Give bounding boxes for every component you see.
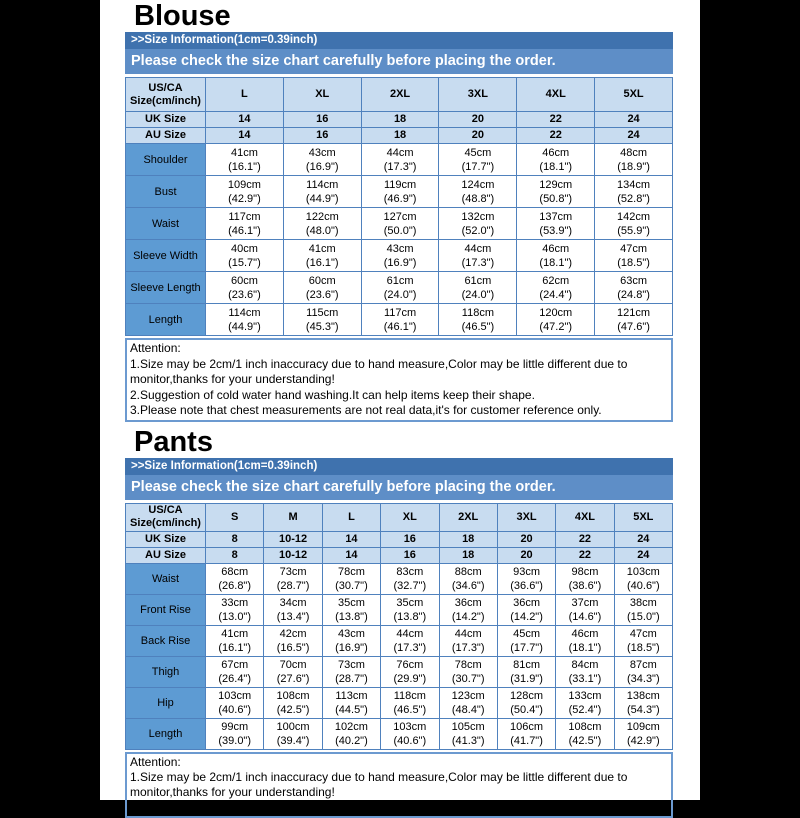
size-row-value: 20: [439, 112, 517, 128]
measure-value-cell: 62cm (24.4"): [517, 272, 595, 304]
measure-value-cell: 108cm (42.5"): [556, 718, 614, 749]
size-row-value: 18: [439, 547, 497, 563]
measure-value-cell: 93cm (36.6"): [497, 563, 555, 594]
measure-value-cell: 127cm (50.0"): [361, 208, 439, 240]
size-row-label: UK Size: [126, 531, 206, 547]
attention-line: 1.Size may be 2cm/1 inch inaccuracy due to hand measure,Color may be little different due to monitor,thanks for your understanding!: [130, 356, 628, 386]
size-row-label: UK Size: [126, 112, 206, 128]
measure-row: [126, 272, 673, 304]
measure-value-cell: 78cm (30.7"): [439, 656, 497, 687]
measure-value-cell: 114cm (44.9"): [283, 176, 361, 208]
measure-row: [126, 594, 673, 625]
measure-value-cell: 133cm (52.4"): [556, 687, 614, 718]
uk-size-row: [126, 112, 673, 128]
measure-value-cell: 88cm (34.6"): [439, 563, 497, 594]
uk-size-row: [126, 531, 673, 547]
size-row-value: 18: [361, 112, 439, 128]
au-size-row: [126, 128, 673, 144]
measure-label-cell: Back Rise: [126, 625, 206, 656]
measure-value-cell: 36cm (14.2"): [497, 594, 555, 625]
measure-value-cell: 118cm (46.5"): [439, 304, 517, 336]
pants-size-table: [125, 503, 673, 750]
measure-value-cell: 73cm (28.7"): [322, 656, 380, 687]
measure-value-cell: 33cm (13.0"): [206, 594, 264, 625]
measure-value-cell: 108cm (42.5"): [264, 687, 322, 718]
measure-value-cell: 134cm (52.8"): [595, 176, 673, 208]
size-row-value: 18: [439, 531, 497, 547]
size-row-value: 16: [283, 112, 361, 128]
size-col-header: 5XL: [595, 78, 673, 112]
measure-value-cell: 43cm (16.9"): [322, 625, 380, 656]
size-col-header: M: [264, 503, 322, 531]
measure-label-cell: Waist: [126, 208, 206, 240]
measure-value-cell: 60cm (23.6"): [206, 272, 284, 304]
measure-value-cell: 45cm (17.7"): [497, 625, 555, 656]
attention-line: 2.Suggestion of cold water hand washing.It can help items keep their shape.: [130, 799, 535, 814]
size-col-header: 2XL: [439, 503, 497, 531]
measure-value-cell: 117cm (46.1"): [361, 304, 439, 336]
measure-value-cell: 128cm (50.4"): [497, 687, 555, 718]
measure-value-cell: 83cm (32.7"): [381, 563, 439, 594]
measure-value-cell: 61cm (24.0"): [361, 272, 439, 304]
measure-value-cell: 123cm (48.4"): [439, 687, 497, 718]
attention-line: 1.Size may be 2cm/1 inch inaccuracy due to hand measure,Color may be little different due to monitor,thanks for your understanding!: [130, 769, 628, 799]
measure-value-cell: 118cm (46.5"): [381, 687, 439, 718]
measure-value-cell: 137cm (53.9"): [517, 208, 595, 240]
size-row-value: 16: [381, 547, 439, 563]
size-row-value: 22: [517, 112, 595, 128]
measure-row: [126, 208, 673, 240]
size-col-header: L: [322, 503, 380, 531]
content-panel: [100, 0, 700, 814]
size-row-value: 22: [517, 128, 595, 144]
size-col-header: 4XL: [517, 78, 595, 112]
pants-size-info-band: >>Size Information(1cm=0.39inch): [125, 458, 673, 475]
size-col-header: 2XL: [361, 78, 439, 112]
measure-value-cell: 46cm (18.1"): [556, 625, 614, 656]
measure-value-cell: 47cm (18.5"): [595, 240, 673, 272]
measure-value-cell: 34cm (13.4"): [264, 594, 322, 625]
size-col-header: 5XL: [614, 503, 672, 531]
measure-value-cell: 87cm (34.3"): [614, 656, 672, 687]
size-col-header: 3XL: [439, 78, 517, 112]
measure-label-cell: Hip: [126, 687, 206, 718]
size-row-label: AU Size: [126, 547, 206, 563]
measure-row: [126, 718, 673, 749]
measure-value-cell: 78cm (30.7"): [322, 563, 380, 594]
size-row-value: 10-12: [264, 531, 322, 547]
size-col-header: XL: [283, 78, 361, 112]
measure-value-cell: 109cm (42.9"): [614, 718, 672, 749]
measure-value-cell: 120cm (47.2"): [517, 304, 595, 336]
size-row-value: 16: [283, 128, 361, 144]
measure-row: [126, 563, 673, 594]
measure-value-cell: 73cm (28.7"): [264, 563, 322, 594]
measure-value-cell: 68cm (26.8"): [206, 563, 264, 594]
blouse-title: Blouse: [134, 0, 231, 32]
attention-line: 3.Please note that chest measurements are not real data,it's for customer reference only.: [130, 403, 602, 417]
measure-value-cell: 121cm (47.6"): [595, 304, 673, 336]
size-row-value: 24: [595, 128, 673, 144]
measure-value-cell: 61cm (24.0"): [439, 272, 517, 304]
measure-value-cell: 46cm (18.1"): [517, 144, 595, 176]
measure-value-cell: 38cm (15.0"): [614, 594, 672, 625]
measure-value-cell: 106cm (41.7"): [497, 718, 555, 749]
measure-value-cell: 119cm (46.9"): [361, 176, 439, 208]
measure-row: [126, 304, 673, 336]
size-row-value: 8: [206, 547, 264, 563]
attention-line: Attention:: [130, 754, 181, 769]
measure-value-cell: 100cm (39.4"): [264, 718, 322, 749]
corner-cell: US/CA Size(cm/inch): [126, 78, 206, 112]
size-row-label: AU Size: [126, 128, 206, 144]
size-header-row: [126, 78, 673, 112]
measure-value-cell: 47cm (18.5"): [614, 625, 672, 656]
measure-value-cell: 41cm (16.1"): [283, 240, 361, 272]
size-row-value: 18: [361, 128, 439, 144]
pants-attention-note: [125, 752, 673, 818]
size-row-value: 20: [497, 531, 555, 547]
measure-label-cell: Sleeve Width: [126, 240, 206, 272]
size-row-value: 24: [595, 112, 673, 128]
measure-label-cell: Waist: [126, 563, 206, 594]
measure-label-cell: Thigh: [126, 656, 206, 687]
measure-value-cell: 124cm (48.8"): [439, 176, 517, 208]
measure-value-cell: 132cm (52.0"): [439, 208, 517, 240]
size-row-value: 14: [206, 128, 284, 144]
measure-value-cell: 98cm (38.6"): [556, 563, 614, 594]
measure-value-cell: 105cm (41.3"): [439, 718, 497, 749]
measure-value-cell: 44cm (17.3"): [439, 625, 497, 656]
measure-row: [126, 656, 673, 687]
size-row-value: 24: [614, 547, 672, 563]
pants-title: Pants: [134, 425, 213, 458]
measure-row: [126, 144, 673, 176]
pants-section: [125, 422, 673, 818]
attention-line: 2.Suggestion of cold water hand washing.It can help items keep their shape.: [130, 387, 535, 402]
measure-value-cell: 117cm (46.1"): [206, 208, 284, 240]
measure-row: [126, 625, 673, 656]
blouse-size-table: [125, 77, 673, 336]
measure-value-cell: 41cm (16.1"): [206, 625, 264, 656]
measure-value-cell: 46cm (18.1"): [517, 240, 595, 272]
measure-value-cell: 35cm (13.8"): [322, 594, 380, 625]
measure-value-cell: 35cm (13.8"): [381, 594, 439, 625]
measure-value-cell: 70cm (27.6"): [264, 656, 322, 687]
measure-value-cell: 115cm (45.3"): [283, 304, 361, 336]
size-row-value: 20: [439, 128, 517, 144]
measure-value-cell: 44cm (17.3"): [381, 625, 439, 656]
measure-value-cell: 109cm (42.9"): [206, 176, 284, 208]
measure-value-cell: 60cm (23.6"): [283, 272, 361, 304]
measure-value-cell: 122cm (48.0"): [283, 208, 361, 240]
size-row-value: 22: [556, 531, 614, 547]
size-row-value: 14: [322, 531, 380, 547]
pants-notice-band: Please check the size chart carefully before placing the order.: [125, 475, 673, 500]
measure-label-cell: Length: [126, 718, 206, 749]
attention-line: Attention:: [130, 341, 181, 355]
measure-row: [126, 176, 673, 208]
measure-value-cell: 40cm (15.7"): [206, 240, 284, 272]
measure-value-cell: 142cm (55.9"): [595, 208, 673, 240]
measure-value-cell: 63cm (24.8"): [595, 272, 673, 304]
size-row-value: 22: [556, 547, 614, 563]
size-col-header: 4XL: [556, 503, 614, 531]
size-row-value: 24: [614, 531, 672, 547]
size-col-header: XL: [381, 503, 439, 531]
size-row-value: 20: [497, 547, 555, 563]
measure-label-cell: Length: [126, 304, 206, 336]
corner-cell: US/CA Size(cm/inch): [126, 503, 206, 531]
blouse-section: [125, 0, 673, 422]
size-row-value: 8: [206, 531, 264, 547]
size-row-value: 16: [381, 531, 439, 547]
measure-value-cell: 67cm (26.4"): [206, 656, 264, 687]
measure-value-cell: 103cm (40.6"): [614, 563, 672, 594]
measure-value-cell: 138cm (54.3"): [614, 687, 672, 718]
measure-value-cell: 36cm (14.2"): [439, 594, 497, 625]
measure-value-cell: 103cm (40.6"): [381, 718, 439, 749]
size-row-value: 14: [322, 547, 380, 563]
au-size-row: [126, 547, 673, 563]
measure-label-cell: Shoulder: [126, 144, 206, 176]
measure-label-cell: Bust: [126, 176, 206, 208]
measure-value-cell: 129cm (50.8"): [517, 176, 595, 208]
measure-value-cell: 76cm (29.9"): [381, 656, 439, 687]
size-col-header: S: [206, 503, 264, 531]
measure-value-cell: 113cm (44.5"): [322, 687, 380, 718]
measure-value-cell: 84cm (33.1"): [556, 656, 614, 687]
blouse-notice-band: Please check the size chart carefully before placing the order.: [125, 49, 673, 74]
measure-value-cell: 44cm (17.3"): [361, 144, 439, 176]
measure-row: [126, 240, 673, 272]
size-row-value: 14: [206, 112, 284, 128]
measure-value-cell: 45cm (17.7"): [439, 144, 517, 176]
measure-label-cell: Sleeve Length: [126, 272, 206, 304]
measure-value-cell: 43cm (16.9"): [283, 144, 361, 176]
measure-value-cell: 102cm (40.2"): [322, 718, 380, 749]
measure-value-cell: 41cm (16.1"): [206, 144, 284, 176]
blouse-attention-note: [125, 338, 673, 422]
measure-value-cell: 99cm (39.0"): [206, 718, 264, 749]
measure-value-cell: 48cm (18.9"): [595, 144, 673, 176]
blouse-size-info-band: >>Size Information(1cm=0.39inch): [125, 32, 673, 49]
size-row-value: 10-12: [264, 547, 322, 563]
measure-value-cell: 81cm (31.9"): [497, 656, 555, 687]
measure-value-cell: 103cm (40.6"): [206, 687, 264, 718]
measure-value-cell: 43cm (16.9"): [361, 240, 439, 272]
measure-value-cell: 42cm (16.5"): [264, 625, 322, 656]
size-col-header: L: [206, 78, 284, 112]
size-header-row: [126, 503, 673, 531]
size-col-header: 3XL: [497, 503, 555, 531]
measure-value-cell: 37cm (14.6"): [556, 594, 614, 625]
measure-row: [126, 687, 673, 718]
measure-label-cell: Front Rise: [126, 594, 206, 625]
measure-value-cell: 114cm (44.9"): [206, 304, 284, 336]
measure-value-cell: 44cm (17.3"): [439, 240, 517, 272]
